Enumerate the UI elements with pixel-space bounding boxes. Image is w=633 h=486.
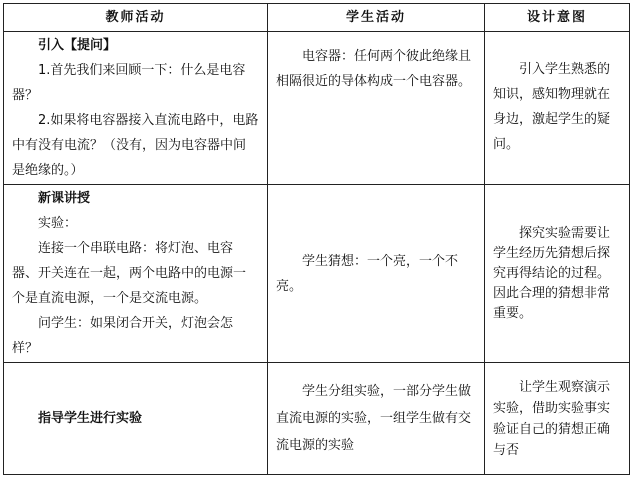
header-intent: 设计意图 bbox=[484, 4, 629, 32]
student-cell bbox=[267, 363, 484, 475]
teacher-cell bbox=[4, 363, 268, 475]
teacher-line: 实验： bbox=[38, 216, 78, 231]
student-text: 电容器：任何两个彼此绝缘且相隔很近的导体构成一个电容器。 bbox=[275, 49, 471, 89]
teacher-title: 新课讲授 bbox=[38, 191, 91, 206]
teacher-line: 问学生：如果闭合开关，灯泡会怎样？ bbox=[12, 316, 234, 356]
intent-cell bbox=[484, 185, 629, 363]
student-cell bbox=[267, 32, 484, 185]
student-text: 学生分组实验，一部分学生做直流电源的实验，一组学生做有交流电源的实验 bbox=[275, 384, 471, 453]
teacher-title: 指导学生进行实验 bbox=[38, 411, 143, 426]
teacher-line: 2.如果将电容器接入直流电路中，电路中有没有电流？（没有，因为电容器中间是绝缘的。） bbox=[12, 113, 259, 178]
table-row bbox=[4, 185, 630, 363]
intent-text: 探究实验需要让学生经历先猜想后探究再得结论的过程。因此合理的猜想非常重要。 bbox=[492, 225, 610, 321]
lesson-plan-table bbox=[3, 3, 630, 475]
header-student: 学生活动 bbox=[267, 4, 484, 32]
table-row bbox=[4, 32, 630, 185]
teacher-line: 1.首先我们来回顾一下：什么是电容器？ bbox=[12, 63, 246, 103]
table-row bbox=[4, 363, 630, 475]
teacher-cell bbox=[4, 185, 268, 363]
intent-cell bbox=[484, 32, 629, 185]
intent-cell bbox=[484, 363, 629, 475]
header-row bbox=[4, 4, 630, 32]
header-teacher: 教师活动 bbox=[4, 4, 268, 32]
student-text: 学生猜想：一个亮，一个不亮。 bbox=[275, 253, 458, 294]
intent-text: 引入学生熟悉的知识，感知物理就在身边，激起学生的疑问。 bbox=[492, 62, 610, 152]
student-cell bbox=[267, 185, 484, 363]
teacher-line: 连接一个串联电路：将灯泡、电容器、开关连在一起，两个电路中的电源一个是直流电源，一个是交流电源。 bbox=[12, 241, 247, 306]
teacher-cell bbox=[4, 32, 268, 185]
intent-text: 让学生观察演示实验，借助实验事实验证自己的猜想正确与否 bbox=[492, 379, 610, 458]
teacher-title: 引入【提问】 bbox=[38, 38, 117, 53]
